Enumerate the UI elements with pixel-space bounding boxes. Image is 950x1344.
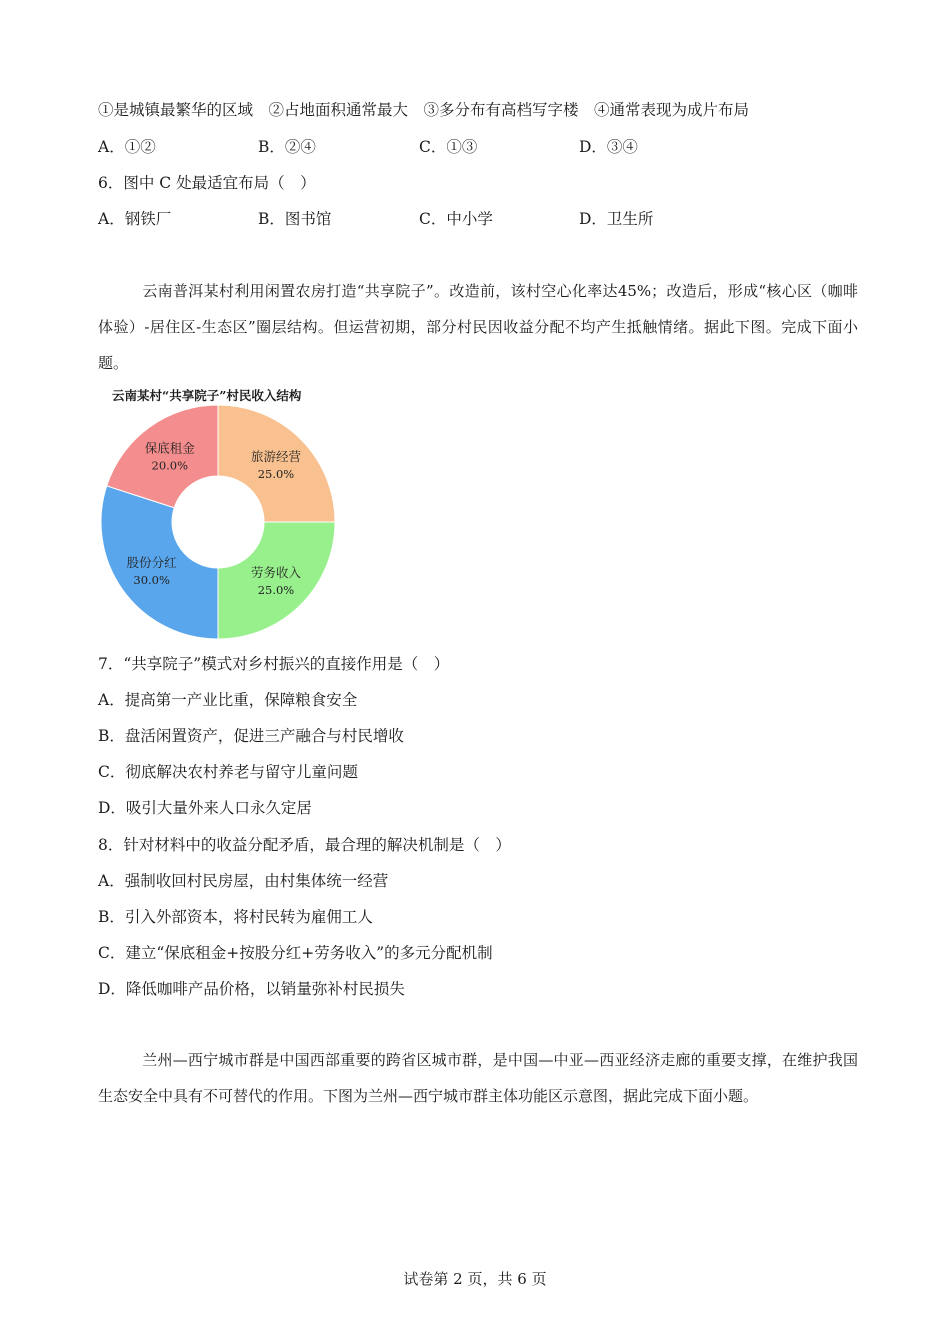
- q6-option-b[interactable]: B．图书馆: [258, 210, 332, 228]
- q5-option-d[interactable]: D．③④: [579, 138, 638, 156]
- q8-option-b[interactable]: B．引入外部资本，将村民转为雇佣工人: [98, 908, 373, 926]
- pie-slice-value: 25.0%: [257, 582, 295, 597]
- pie-slice-value: 30.0%: [133, 573, 170, 588]
- material-text-2: 兰州—西宁城市群是中国西部重要的跨省区城市群，是中国—中亚—西亚经济走廊的重要支撑，在维护我国生态安全中具有不可替代的作用。下图为兰州—西宁城市群主体功能区示意图，据此完成下面小题。: [98, 1051, 858, 1105]
- income-donut-chart: [98, 404, 338, 640]
- q8-option-d[interactable]: D．降低咖啡产品价格，以销量弥补村民损失: [98, 980, 405, 998]
- pie-slice-label: 股份分红: [126, 555, 177, 571]
- q8-stem: 8．针对材料中的收益分配矛盾，最合理的解决机制是（ ）: [98, 836, 511, 854]
- q7-option-c[interactable]: C．彻底解决农村养老与留守儿童问题: [98, 763, 358, 781]
- q5-statements: ①是城镇最繁华的区域 ②占地面积通常最大 ③多分布有高档写字楼 ④通常表现为成片布局: [98, 101, 750, 119]
- q6-option-c[interactable]: C．中小学: [419, 210, 493, 228]
- q7-option-a[interactable]: A．提高第一产业比重，保障粮食安全: [98, 691, 358, 709]
- q7-option-b[interactable]: B．盘活闲置资产，促进三产融合与村民增收: [98, 727, 404, 745]
- pie-slice-1: [218, 522, 335, 639]
- material-paragraph-1: [98, 273, 858, 381]
- q7-option-d[interactable]: D．吸引大量外来人口永久定居: [98, 799, 312, 817]
- q7-stem: 7．“共享院子”模式对乡村振兴的直接作用是（ ）: [98, 655, 450, 673]
- chart-title: 云南某村“共享院子”村民收入结构: [112, 388, 302, 403]
- pie-slice-label: 旅游经营: [250, 449, 301, 465]
- page-footer: 试卷第 2 页，共 6 页: [403, 1270, 547, 1288]
- pie-slice-value: 25.0%: [257, 467, 295, 482]
- pie-slice-label: 劳务收入: [250, 564, 301, 580]
- pie-slice-value: 20.0%: [151, 458, 189, 473]
- pie-slice-label: 保底租金: [144, 440, 195, 456]
- q8-option-c[interactable]: C．建立“保底租金+按股分红+劳务收入”的多元分配机制: [98, 944, 493, 962]
- material-paragraph-2: [98, 1042, 858, 1114]
- q6-option-a[interactable]: A．钢铁厂: [98, 210, 172, 228]
- q6-stem: 6．图中 C 处最适宜布局（ ）: [98, 174, 316, 192]
- q5-option-c[interactable]: C．①③: [419, 138, 478, 156]
- material-text-1: 云南普洱某村利用闲置农房打造“共享院子”。改造前，该村空心化率达45%；改造后，形成“核心区（咖啡体验）-居住区-生态区”圈层结构。但运营初期，部分村民因收益分配不均产生抵触情绪。据此下图。完成下面小题。: [98, 282, 858, 372]
- q5-option-a[interactable]: A．①②: [98, 138, 156, 156]
- q8-option-a[interactable]: A．强制收回村民房屋，由村集体统一经营: [98, 872, 389, 890]
- q5-option-b[interactable]: B．②④: [258, 138, 316, 156]
- q6-option-d[interactable]: D．卫生所: [579, 210, 654, 228]
